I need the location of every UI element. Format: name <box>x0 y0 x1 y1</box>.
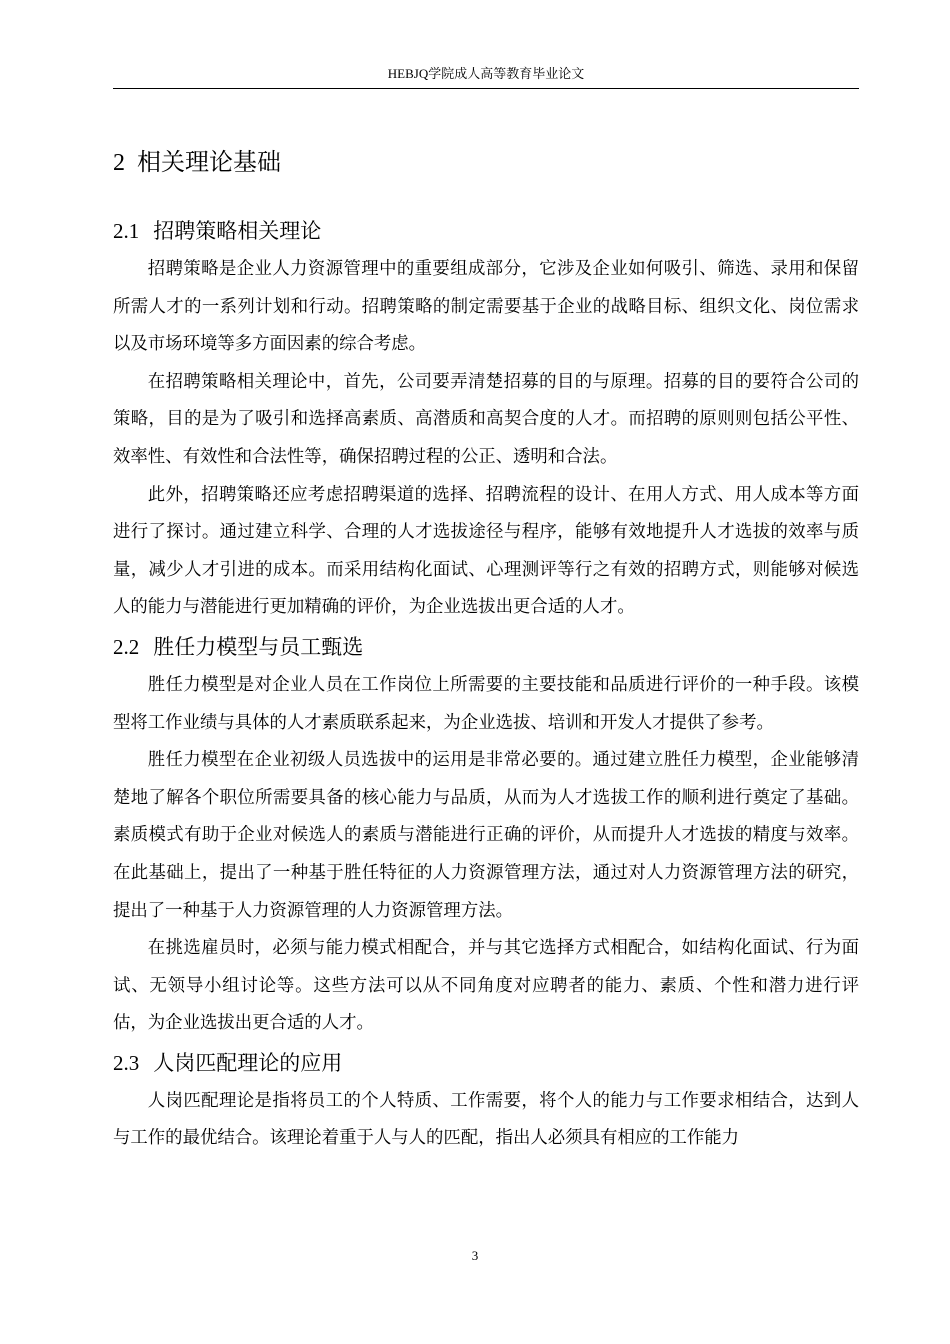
chapter-heading <box>113 140 859 185</box>
section-heading-2-1 <box>113 211 859 251</box>
paragraph: 胜任力模型在企业初级人员选拔中的运用是非常必要的。通过建立胜任力模型，企业能够清楚地了解各个职位所需要具备的核心能力与品质，从而为人才选拔工作的顺利进行奠定了基础。素质模式有助于企业对候选人的素质与潜能进行正确的评价，从而提升人才选拔的精度与效率。在此基础上，提出了一种基于胜任特征的人力资源管理方法，通过对人力资源管理方法的研究，提出了一种基于人力资源管理的人力资源管理方法。 <box>113 750 859 921</box>
section-title: 招聘策略相关理论 <box>153 219 322 243</box>
page-number: 3 <box>471 1248 479 1263</box>
paragraph: 此外，招聘策略还应考虑招聘渠道的选择、招聘流程的设计、在用人方式、用人成本等方面进行了探讨。通过建立科学、合理的人才选拔途径与程序，能够有效地提升人才选拔的效率与质量，减少人才引进的成本。而采用结构化面试、心理测评等行之有效的招聘方式，则能够对候选人的能力与潜能进行更加精确的评价，为企业选拔出更合适的人才。 <box>113 484 859 618</box>
section-heading-2-3 <box>113 1043 859 1083</box>
chapter-title: 相关理论基础 <box>137 148 281 176</box>
section-number: 2.2 <box>113 634 140 659</box>
section-heading-2-2 <box>113 627 859 667</box>
paragraph: 招聘策略是企业人力资源管理中的重要组成部分，它涉及企业如何吸引、筛选、录用和保留所需人才的一系列计划和行动。招聘策略的制定需要基于企业的战略目标、组织文化、岗位需求以及市场环境等多方面因素的综合考虑。 <box>113 259 859 355</box>
paragraph: 在挑选雇员时，必须与能力模式相配合，并与其它选择方式相配合，如结构化面试、行为面试、无领导小组讨论等。这些方法可以从不同角度对应聘者的能力、素质、个性和潜力进行评估，为企业选拔出更合适的人才。 <box>113 938 859 1034</box>
paragraph: 在招聘策略相关理论中，首先，公司要弄清楚招募的目的与原理。招募的目的要符合公司的策略，目的是为了吸引和选择高素质、高潜质和高契合度的人才。而招聘的原则则包括公平性、效率性、有效性和合法性等，确保招聘过程的公正、透明和合法。 <box>113 371 859 467</box>
running-header: HEBJQ学院成人高等教育毕业论文 <box>387 66 585 81</box>
paragraph: 胜任力模型是对企业人员在工作岗位上所需要的主要技能和品质进行评价的一种手段。该模型将工作业绩与具体的人才素质联系起来，为企业选拔、培训和开发人才提供了参考。 <box>113 674 859 733</box>
section-title: 胜任力模型与员工甄选 <box>153 634 364 659</box>
chapter-number: 2 <box>113 150 125 176</box>
page-body <box>113 140 859 1158</box>
section-title: 人岗匹配理论的应用 <box>153 1050 343 1075</box>
header-rule <box>113 88 859 89</box>
paragraph: 人岗匹配理论是指将员工的个人特质、工作需要，将个人的能力与工作要求相结合，达到人与工作的最优结合。该理论着重于人与人的匹配，指出人必须具有相应的工作能力 <box>113 1090 859 1149</box>
section-number: 2.3 <box>113 1050 140 1075</box>
section-number: 2.1 <box>113 219 140 243</box>
